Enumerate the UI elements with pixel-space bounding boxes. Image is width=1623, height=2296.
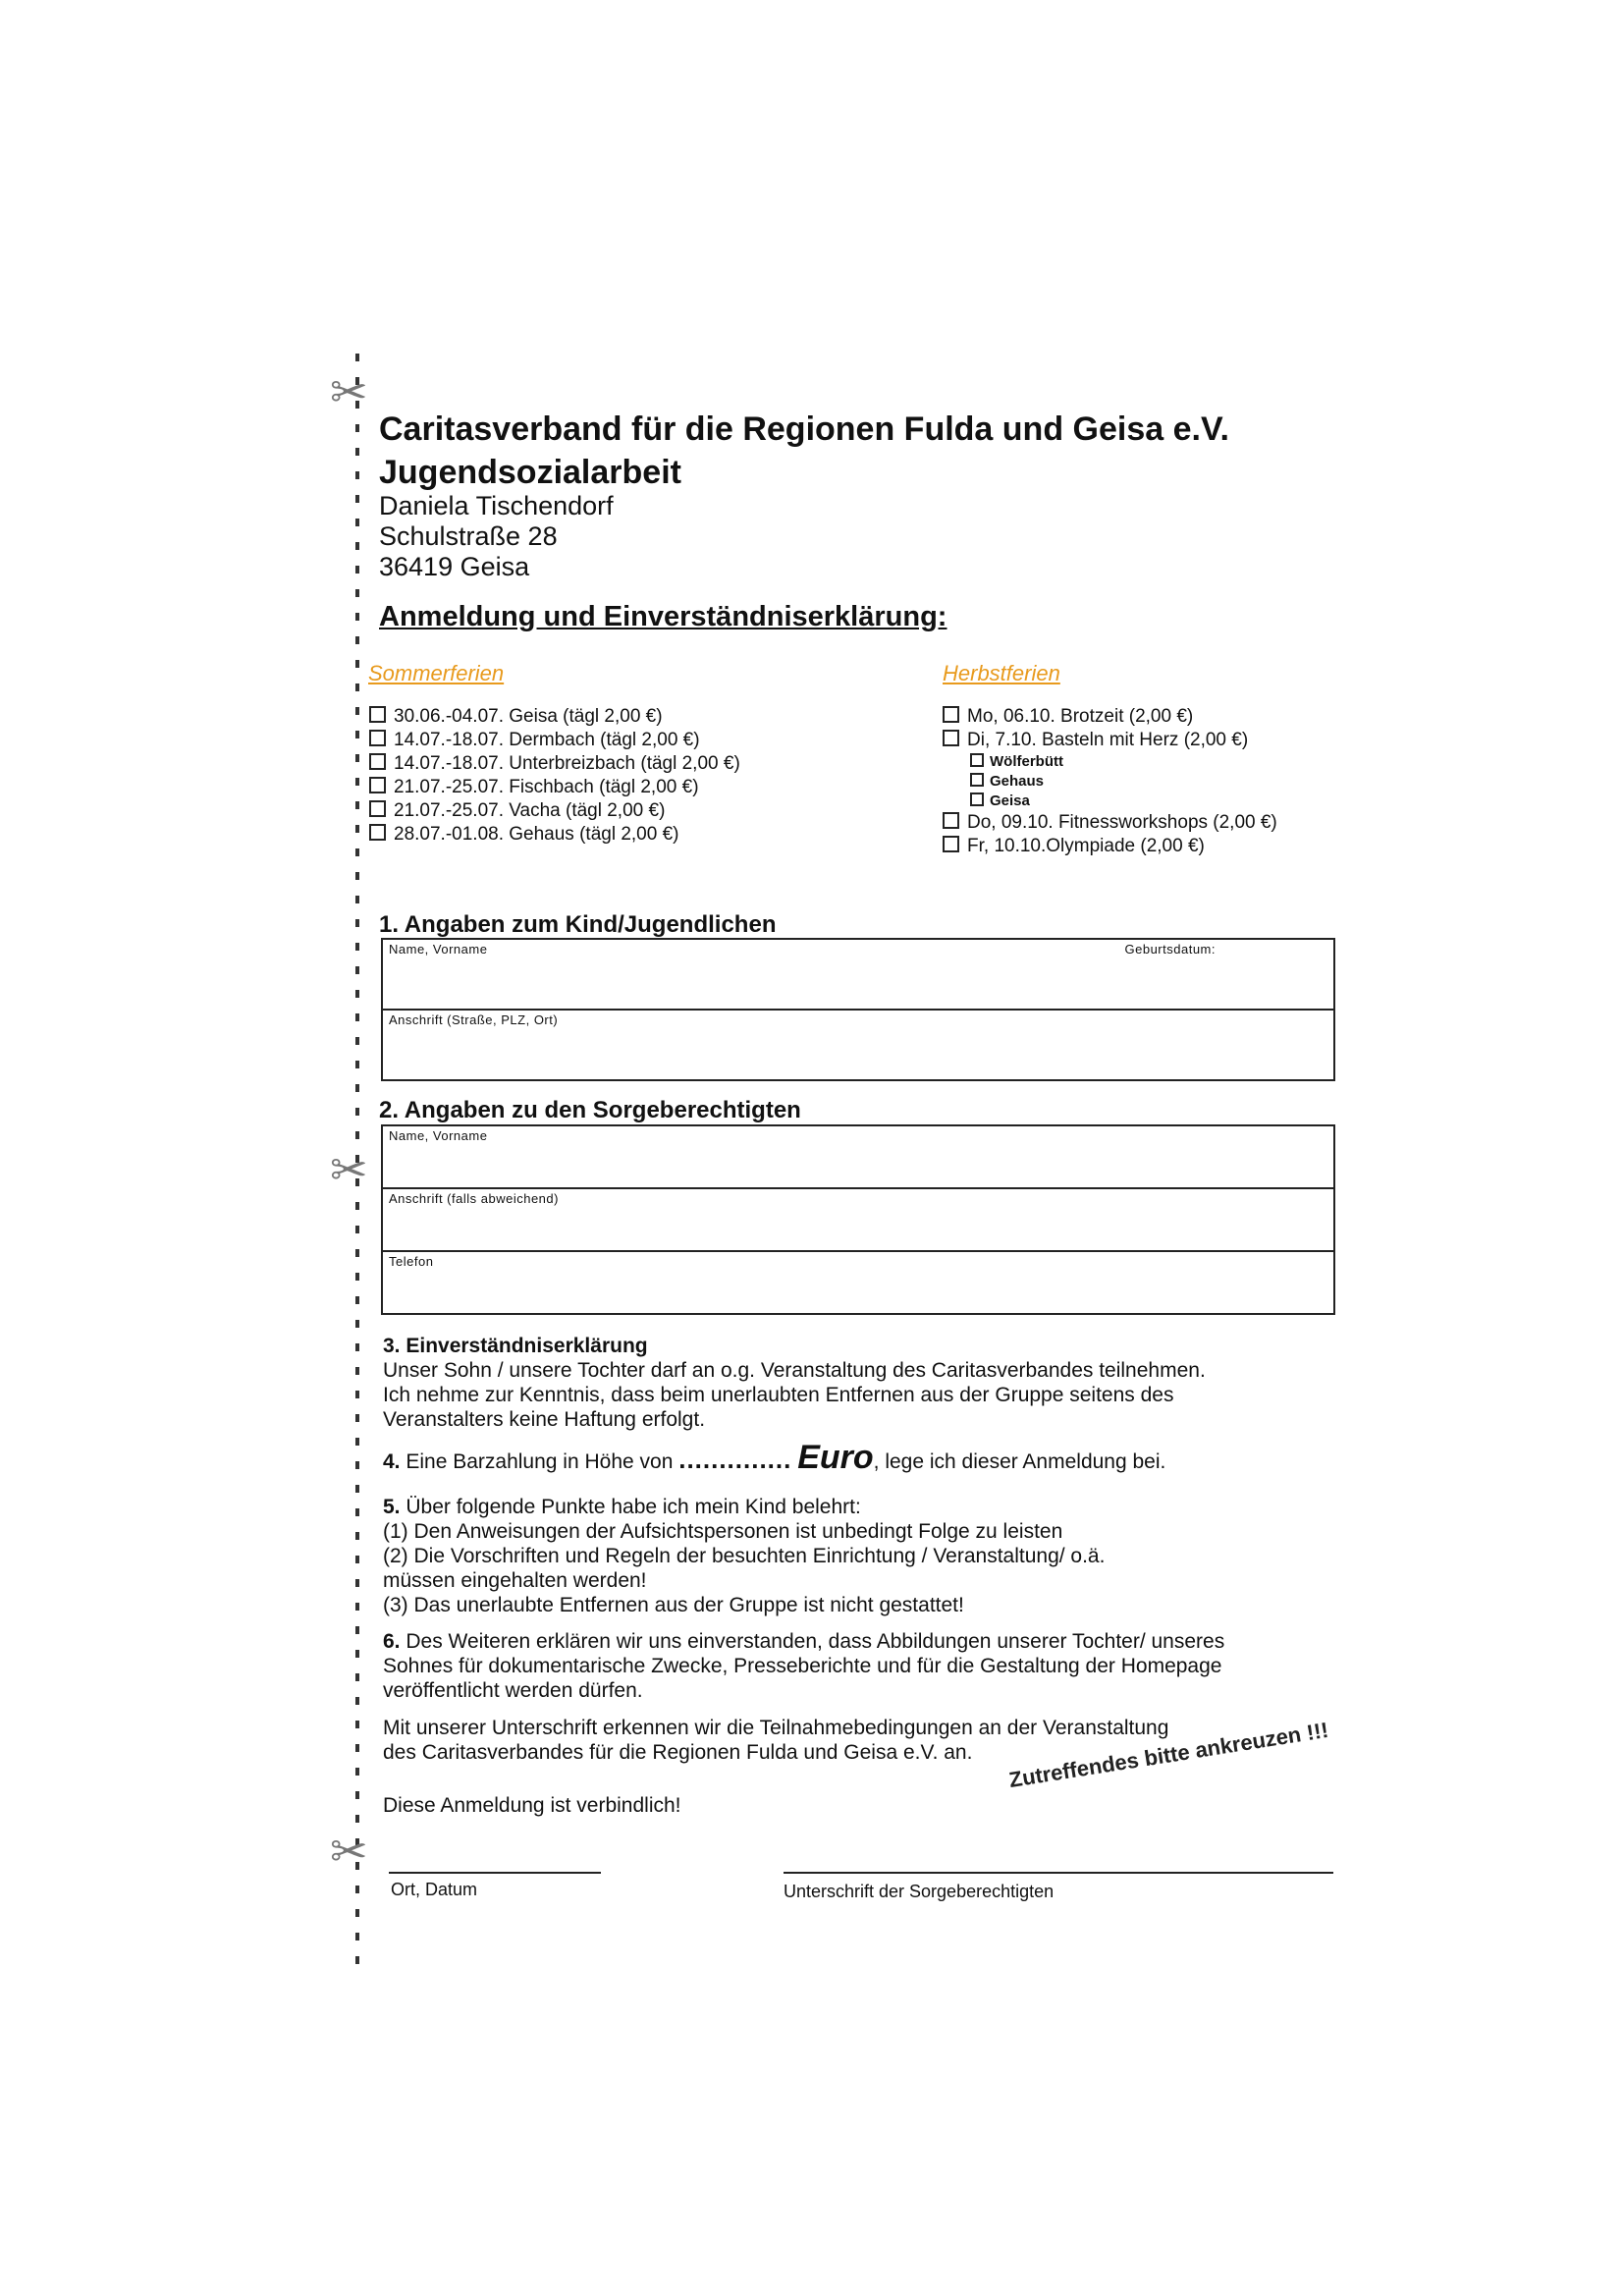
cut-line-dash <box>355 1744 359 1752</box>
section5-point: (3) Das unerlaubte Entfernen aus der Gruppe ist nicht gestattet! <box>383 1594 964 1616</box>
place-date-line[interactable] <box>389 1872 601 1874</box>
section2-heading: 2. Angaben zu den Sorgeberechtigten <box>379 1097 801 1123</box>
cut-line-dash <box>355 1815 359 1823</box>
scissors-icon: ✂ <box>330 1826 368 1877</box>
cut-line-dash <box>355 471 359 479</box>
section5-number: 5. <box>383 1496 401 1518</box>
checkbox-icon[interactable] <box>970 753 984 767</box>
cut-line-dash <box>355 872 359 880</box>
cut-line-dash <box>355 1414 359 1422</box>
closing-line: des Caritasverbandes für die Regionen Fulda und Geisa e.V. an. <box>383 1741 973 1764</box>
cut-line-dash <box>355 1061 359 1068</box>
department-name: Jugendsozialarbeit <box>379 454 681 491</box>
cut-line-dash <box>355 1532 359 1540</box>
cut-line-dash <box>355 801 359 809</box>
scissors-icon: ✂ <box>330 366 368 417</box>
cut-line-dash <box>355 1886 359 1893</box>
cut-line-dash <box>355 966 359 974</box>
guardian-address-row[interactable] <box>383 1187 1333 1250</box>
section5 <box>383 1495 1325 1617</box>
cut-line-dash <box>355 1037 359 1045</box>
section3-heading: 3. Einverständniserklärung <box>383 1335 648 1357</box>
checkbox-icon[interactable] <box>943 812 959 829</box>
check-instruction-stamp: Zutreffendes bitte ankreuzen !!! <box>1006 1717 1330 1793</box>
section6-number: 6. <box>383 1630 401 1653</box>
cut-line-dash <box>355 495 359 503</box>
checkbox-icon[interactable] <box>369 706 386 723</box>
cut-line-dash <box>355 448 359 456</box>
cut-line-dash <box>355 1108 359 1116</box>
autumn-heading: Herbstferien <box>943 661 1060 685</box>
guardian-address-label: Anschrift (falls abweichend) <box>389 1191 559 1206</box>
section6-line: Des Weiteren erklären wir uns einverstanden, dass Abbildungen unserer Tochter/ unseres <box>406 1630 1225 1653</box>
cut-line-dash <box>355 1556 359 1563</box>
section4-text-before: Eine Barzahlung in Höhe von <box>406 1450 674 1473</box>
section6-line: veröffentlicht werden dürfen. <box>383 1679 643 1702</box>
cut-line-dash <box>355 1909 359 1917</box>
cut-line-dash <box>355 566 359 574</box>
organization-name: Caritasverband für die Regionen Fulda und Geisa e.V. <box>379 410 1229 448</box>
summer-option[interactable]: 21.07.-25.07. Vacha (tägl 2,00 €) <box>369 799 740 823</box>
cut-line-dash <box>355 1768 359 1776</box>
cut-line-dash <box>355 848 359 856</box>
cut-line-dash <box>355 896 359 903</box>
summer-options <box>369 705 740 847</box>
cut-line-dash <box>355 1579 359 1587</box>
cut-line-dash <box>355 1791 359 1799</box>
checkbox-icon[interactable] <box>369 800 386 817</box>
checkbox-icon[interactable] <box>369 730 386 746</box>
cut-line-dash <box>355 424 359 432</box>
cut-line-dash <box>355 919 359 927</box>
cut-line-dash <box>355 1626 359 1634</box>
summer-option[interactable]: 14.07.-18.07. Unterbreizbach (tägl 2,00 €) <box>369 752 740 776</box>
cut-line-dash <box>355 1343 359 1351</box>
autumn-sub-options <box>970 752 1277 811</box>
cut-line-dash <box>355 1438 359 1446</box>
section6-line: Sohnes für dokumentarische Zwecke, Presseberichte und für die Gestaltung der Homepage <box>383 1655 1222 1677</box>
checkbox-icon[interactable] <box>943 730 959 746</box>
guardian-name-label: Name, Vorname <box>389 1128 488 1143</box>
child-name-row[interactable] <box>383 940 1333 1009</box>
autumn-sub-option[interactable]: Gehaus <box>970 772 1277 792</box>
cut-line-dash <box>355 707 359 715</box>
summer-option[interactable]: 28.07.-01.08. Gehaus (tägl 2,00 €) <box>369 823 740 847</box>
section3-line: Veranstalters keine Haftung erfolgt. <box>383 1408 706 1431</box>
cut-line-dash <box>355 613 359 621</box>
birthdate-label: Geburtsdatum: <box>1124 942 1216 957</box>
checkbox-icon[interactable] <box>369 777 386 793</box>
checkbox-icon[interactable] <box>369 824 386 841</box>
cut-line-dash <box>355 990 359 998</box>
summer-option[interactable]: 14.07.-18.07. Dermbach (tägl 2,00 €) <box>369 729 740 752</box>
place-date-label: Ort, Datum <box>391 1880 478 1899</box>
cut-line-dash <box>355 1367 359 1375</box>
section3-line: Ich nehme zur Kenntnis, dass beim unerlaubten Entfernen aus der Gruppe seitens des <box>383 1384 1174 1406</box>
guardian-info-table <box>381 1124 1335 1315</box>
cut-line-dash <box>355 1721 359 1728</box>
section6 <box>383 1629 1325 1703</box>
cut-line-dash <box>355 943 359 951</box>
cut-line-dash <box>355 683 359 691</box>
child-info-table <box>381 938 1335 1081</box>
cut-line-dash <box>355 354 359 361</box>
cut-line-dash <box>355 1673 359 1681</box>
binding-notice: Diese Anmeldung ist verbindlich! <box>383 1794 681 1817</box>
checkbox-icon[interactable] <box>970 773 984 787</box>
section5-point: müssen eingehalten werden! <box>383 1569 647 1592</box>
cut-line-dash <box>355 1485 359 1493</box>
cut-line-dash <box>355 1697 359 1705</box>
cut-line-dash <box>355 1296 359 1304</box>
autumn-options <box>943 705 1277 858</box>
cut-line-dash <box>355 1084 359 1092</box>
guardian-phone-label: Telefon <box>389 1254 434 1269</box>
checkbox-icon[interactable] <box>943 706 959 723</box>
cut-line-dash <box>355 1508 359 1516</box>
section5-point: (1) Den Anweisungen der Aufsichtspersonen ist unbedingt Folge zu leisten <box>383 1520 1063 1543</box>
cut-line-dash <box>355 825 359 833</box>
checkbox-icon[interactable] <box>970 793 984 806</box>
cut-line-dash <box>355 1249 359 1257</box>
cut-line-dash <box>355 778 359 786</box>
section4 <box>383 1439 1325 1476</box>
cut-line-dash <box>355 1320 359 1328</box>
section3 <box>383 1334 1325 1432</box>
autumn-sub-option[interactable]: Wölferbütt <box>970 752 1277 772</box>
cut-line-dash <box>355 1013 359 1021</box>
guardian-signature-line[interactable] <box>784 1872 1333 1874</box>
cut-line-dash <box>355 1933 359 1941</box>
cut-line-dash <box>355 1461 359 1469</box>
autumn-sub-option[interactable]: Geisa <box>970 792 1277 811</box>
cut-line-dash <box>355 589 359 597</box>
section5-point: (2) Die Vorschriften und Regeln der besuchten Einrichtung / Veranstaltung/ o.ä. <box>383 1545 1106 1567</box>
summer-option[interactable]: 21.07.-25.07. Fischbach (tägl 2,00 €) <box>369 776 740 799</box>
guardian-name-row[interactable] <box>383 1126 1333 1187</box>
checkbox-icon[interactable] <box>369 753 386 770</box>
guardian-signature-label: Unterschrift der Sorgeberechtigten <box>784 1882 1055 1901</box>
autumn-option[interactable]: Mo, 06.10. Brotzeit (2,00 €) <box>943 705 1277 729</box>
section5-heading: Über folgende Punkte habe ich mein Kind belehrt: <box>406 1496 861 1518</box>
child-address-row[interactable] <box>383 1009 1333 1079</box>
guardian-phone-row[interactable] <box>383 1250 1333 1313</box>
cut-line-dash <box>355 1603 359 1611</box>
section1-heading: 1. Angaben zum Kind/Jugendlichen <box>379 911 777 938</box>
cut-line-dash <box>355 754 359 762</box>
cut-line-dash <box>355 731 359 738</box>
scissors-icon: ✂ <box>330 1144 368 1195</box>
cut-line-dash <box>355 1202 359 1210</box>
cut-line-dash <box>355 1226 359 1233</box>
contact-name: Daniela Tischendorf <box>379 491 614 520</box>
amount-dots[interactable]: .............. <box>678 1445 792 1474</box>
autumn-option[interactable]: Do, 09.10. Fitnessworkshops (2,00 €) <box>943 811 1277 835</box>
checkbox-icon[interactable] <box>943 836 959 852</box>
form-title: Anmeldung und Einverständniserklärung: <box>379 601 947 632</box>
section4-number: 4. <box>383 1450 401 1473</box>
child-address-label: Anschrift (Straße, PLZ, Ort) <box>389 1012 559 1027</box>
autumn-option[interactable]: Di, 7.10. Basteln mit Herz (2,00 €) <box>943 729 1277 752</box>
cut-line-dash <box>355 542 359 550</box>
currency-label: Euro <box>797 1439 874 1476</box>
autumn-option[interactable]: Fr, 10.10.Olympiade (2,00 €) <box>943 835 1277 858</box>
closing-line: Mit unserer Unterschrift erkennen wir die Teilnahmebedingungen an der Veranstaltung <box>383 1717 1169 1739</box>
cut-line-dash <box>355 519 359 526</box>
cut-line-dash <box>355 1650 359 1658</box>
city-address: 36419 Geisa <box>379 552 530 581</box>
summer-heading: Sommerferien <box>368 661 505 685</box>
cut-line-dash <box>355 1391 359 1398</box>
cut-line-dash <box>355 1956 359 1964</box>
cut-line-dash <box>355 1273 359 1281</box>
section3-line: Unser Sohn / unsere Tochter darf an o.g. Veranstaltung des Caritasverbandes teilnehmen. <box>383 1359 1206 1382</box>
cut-line-dash <box>355 660 359 668</box>
cut-line-dash <box>355 636 359 644</box>
child-name-label: Name, Vorname <box>389 942 488 957</box>
cut-line-dash <box>355 1131 359 1139</box>
street-address: Schulstraße 28 <box>379 521 558 551</box>
summer-option[interactable]: 30.06.-04.07. Geisa (tägl 2,00 €) <box>369 705 740 729</box>
section4-text-after: , lege ich dieser Anmeldung bei. <box>873 1450 1166 1473</box>
